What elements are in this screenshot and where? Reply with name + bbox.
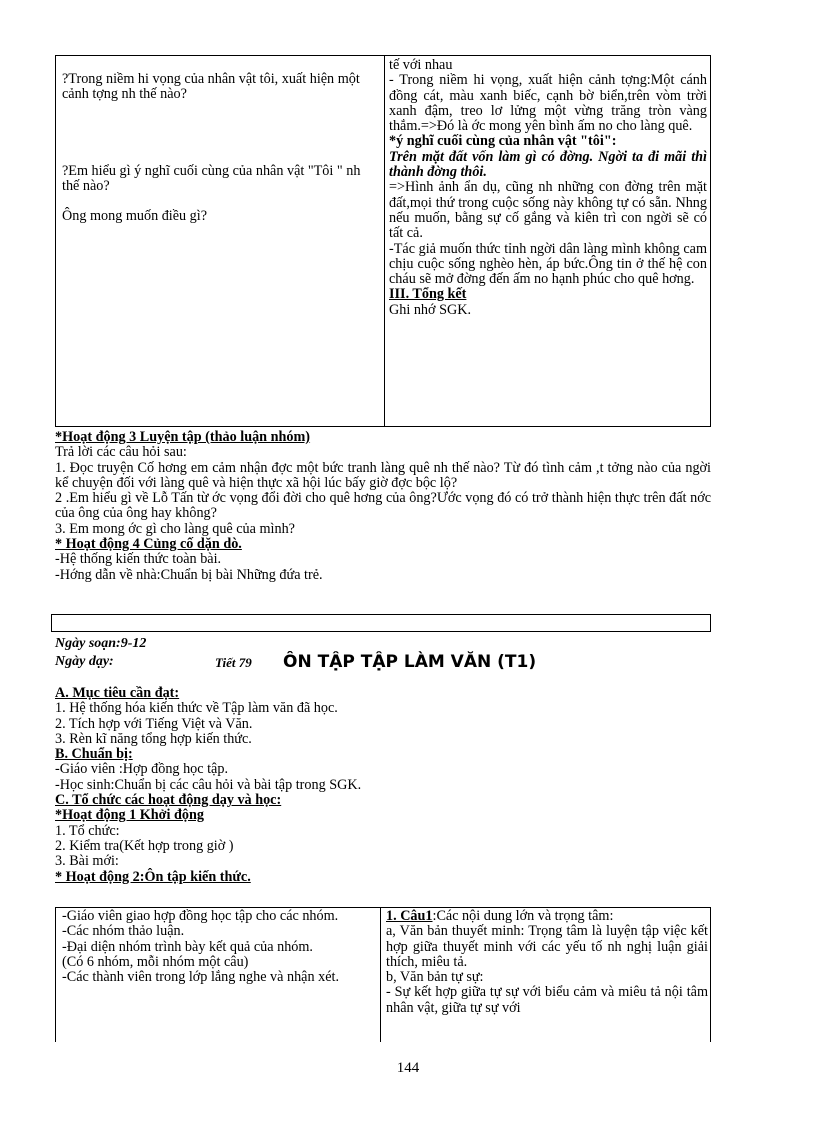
lesson-table-bottom xyxy=(55,907,711,1042)
activities-column xyxy=(62,909,375,985)
activity-3-line: 3. Em mong ớc gì cho làng quê của mình? xyxy=(55,520,295,537)
separator-box xyxy=(51,614,711,632)
summary-heading: III. Tổng kết xyxy=(389,286,467,303)
page-number: 144 xyxy=(396,1060,420,1076)
content-b1: - Sự kết hợp giữa tự sự với biểu cảm và miêu tả nội tâm nhân vật, giữa tự sự với xyxy=(386,984,708,1016)
section-a-line: 1. Hệ thống hóa kiến thức về Tập làm văn đã học. xyxy=(55,700,338,717)
question-2: ?Em hiểu gì ý nghĩ cuối cùng của nhân vật "Tôi " nh thế nào? xyxy=(62,162,361,194)
section-b-title: B. Chuẩn bị: xyxy=(55,746,133,763)
table-divider xyxy=(380,908,381,1042)
activity-3-block xyxy=(55,430,711,583)
activity-step: -Các nhóm thảo luận. xyxy=(62,923,185,940)
activity-4-line: -Hớng dẫn về nhà:Chuẩn bị bài Những đứa trẻ. xyxy=(55,566,323,583)
section-a-line: 2. Tích hợp với Tiếng Việt và Văn. xyxy=(55,715,253,732)
answer-heading: *ý nghĩ cuối cùng của nhân vật "tôi": xyxy=(389,133,617,150)
section-a-title: A. Mục tiêu cần đạt: xyxy=(55,685,180,701)
activity-1-line: 3. Bài mới: xyxy=(55,853,119,870)
answer-author-intent: -Tác giả muốn thức tỉnh ngời dân làng mình không cam chịu cuộc sống nghèo hèn, áp bức.Ông tin ở thế hệ con cháu sẽ mở đờng đến ấm no hạnh phúc cho quê hơng. xyxy=(389,240,707,288)
question-1: ?Trong niềm hi vọng của nhân vật tôi, xuất hiện một cảnh tợng nh thế nào? xyxy=(62,71,360,103)
teacher-questions-column xyxy=(62,72,380,224)
content-column xyxy=(386,909,708,1016)
answer-quote: Trên mặt đất vốn làm gì có đờng. Ngời ta đi mãi thì thành đờng thôi. xyxy=(389,148,707,181)
prep-date: Ngày soạn:9-12 xyxy=(55,636,147,651)
question-1-heading-rest: :Các nội dung lớn và trọng tâm: xyxy=(432,908,614,924)
activity-3-line: 2 .Em hiểu gì về Lỗ Tấn từ ớc vọng đổi đời cho quê hơng của ông?Ước vọng đó có trở thành hiện thực trên đất nớc của ông của ông hay không? xyxy=(55,490,711,522)
activity-3-line: 1. Đọc truyện Cố hơng em cảm nhận đợc một bức tranh làng quê nh thế nào? Từ đó tình cảm ,t tởng nào của ngời kể chuyện đối với làng quê và hiện thực xã hội lúc bấy giờ đợc bộc lộ? xyxy=(55,459,711,491)
question-1-heading: 1. Câu1 xyxy=(386,908,433,924)
answers-column xyxy=(389,58,707,318)
activity-4-title: * Hoạt động 4 Củng cố dặn dò. xyxy=(55,536,242,553)
activity-step: -Đại diện nhóm trình bày kết quả của nhóm. xyxy=(62,938,313,955)
section-c-title: C. Tổ chức các hoạt động dạy và học: xyxy=(55,792,282,809)
section-b-line: -Giáo viên :Hợp đồng học tập. xyxy=(55,761,228,778)
activity-1-line: 2. Kiểm tra(Kết hợp trong giờ ) xyxy=(55,837,234,854)
section-a xyxy=(55,686,711,885)
lesson-number: Tiết 79 xyxy=(215,655,252,670)
summary-note: Ghi nhớ SGK. xyxy=(389,301,471,318)
activity-step: (Có 6 nhóm, mỗi nhóm một câu) xyxy=(62,953,249,970)
section-a-line: 3. Rèn kĩ năng tổng hợp kiến thức. xyxy=(55,730,252,747)
activity-step: -Các thành viên trong lớp lắng nghe và nhận xét. xyxy=(62,969,339,986)
teach-date: Ngày dạy: xyxy=(55,654,114,669)
activity-3-title: *Hoạt động 3 Luyện tập (thảo luận nhóm) xyxy=(55,429,311,445)
activity-step: -Giáo viên giao hợp đồng học tập cho các nhóm. xyxy=(62,908,339,924)
answer-line: tế với nhau xyxy=(389,57,453,73)
lesson-table-top xyxy=(55,55,711,427)
section-b-line: -Học sinh:Chuẩn bị các câu hỏi và bài tập trong SGK. xyxy=(55,776,362,793)
activity-1-title: *Hoạt động 1 Khởi động xyxy=(55,807,204,824)
question-3: Ông mong muốn điều gì? xyxy=(62,208,208,225)
answer-hope-scene: - Trong niềm hi vọng, xuất hiện cảnh tợng:Một cánh đồng cát, màu xanh biếc, cạnh bờ biển,trên vòm trời xanh đậm, treo lơ lửng một vừng trăng tròn vàng thắm.=>Đó là ớc mong yên bình ấm no cho làng quê. xyxy=(389,72,707,135)
table-divider xyxy=(384,56,385,426)
activity-4-line: -Hệ thống kiến thức toàn bài. xyxy=(55,551,222,568)
answer-metaphor: =>Hình ảnh ẩn dụ, cũng nh những con đờng trên mặt đất,mọi thứ trong cuộc sống này không tự có sẵn. Nhng nếu muốn, bằng sự cố gắng và kiên trì con ngời sẽ có tất cả. xyxy=(389,179,707,242)
lesson-title: ÔN TẬP TẬP LÀM VĂN (T1) xyxy=(283,652,537,672)
activity-2-title: * Hoạt động 2:Ôn tập kiến thức. xyxy=(55,868,251,885)
activity-3-line: Trả lời các câu hỏi sau: xyxy=(55,444,187,461)
content-b: b, Văn bản tự sự: xyxy=(386,969,484,986)
content-a: a, Văn bản thuyết minh: Trọng tâm là luyện tập việc kết hợp giữa thuyết minh với các yếu tố nh nghị luận giải thích, miêu tả. xyxy=(386,923,708,970)
activity-1-line: 1. Tổ chức: xyxy=(55,822,120,839)
